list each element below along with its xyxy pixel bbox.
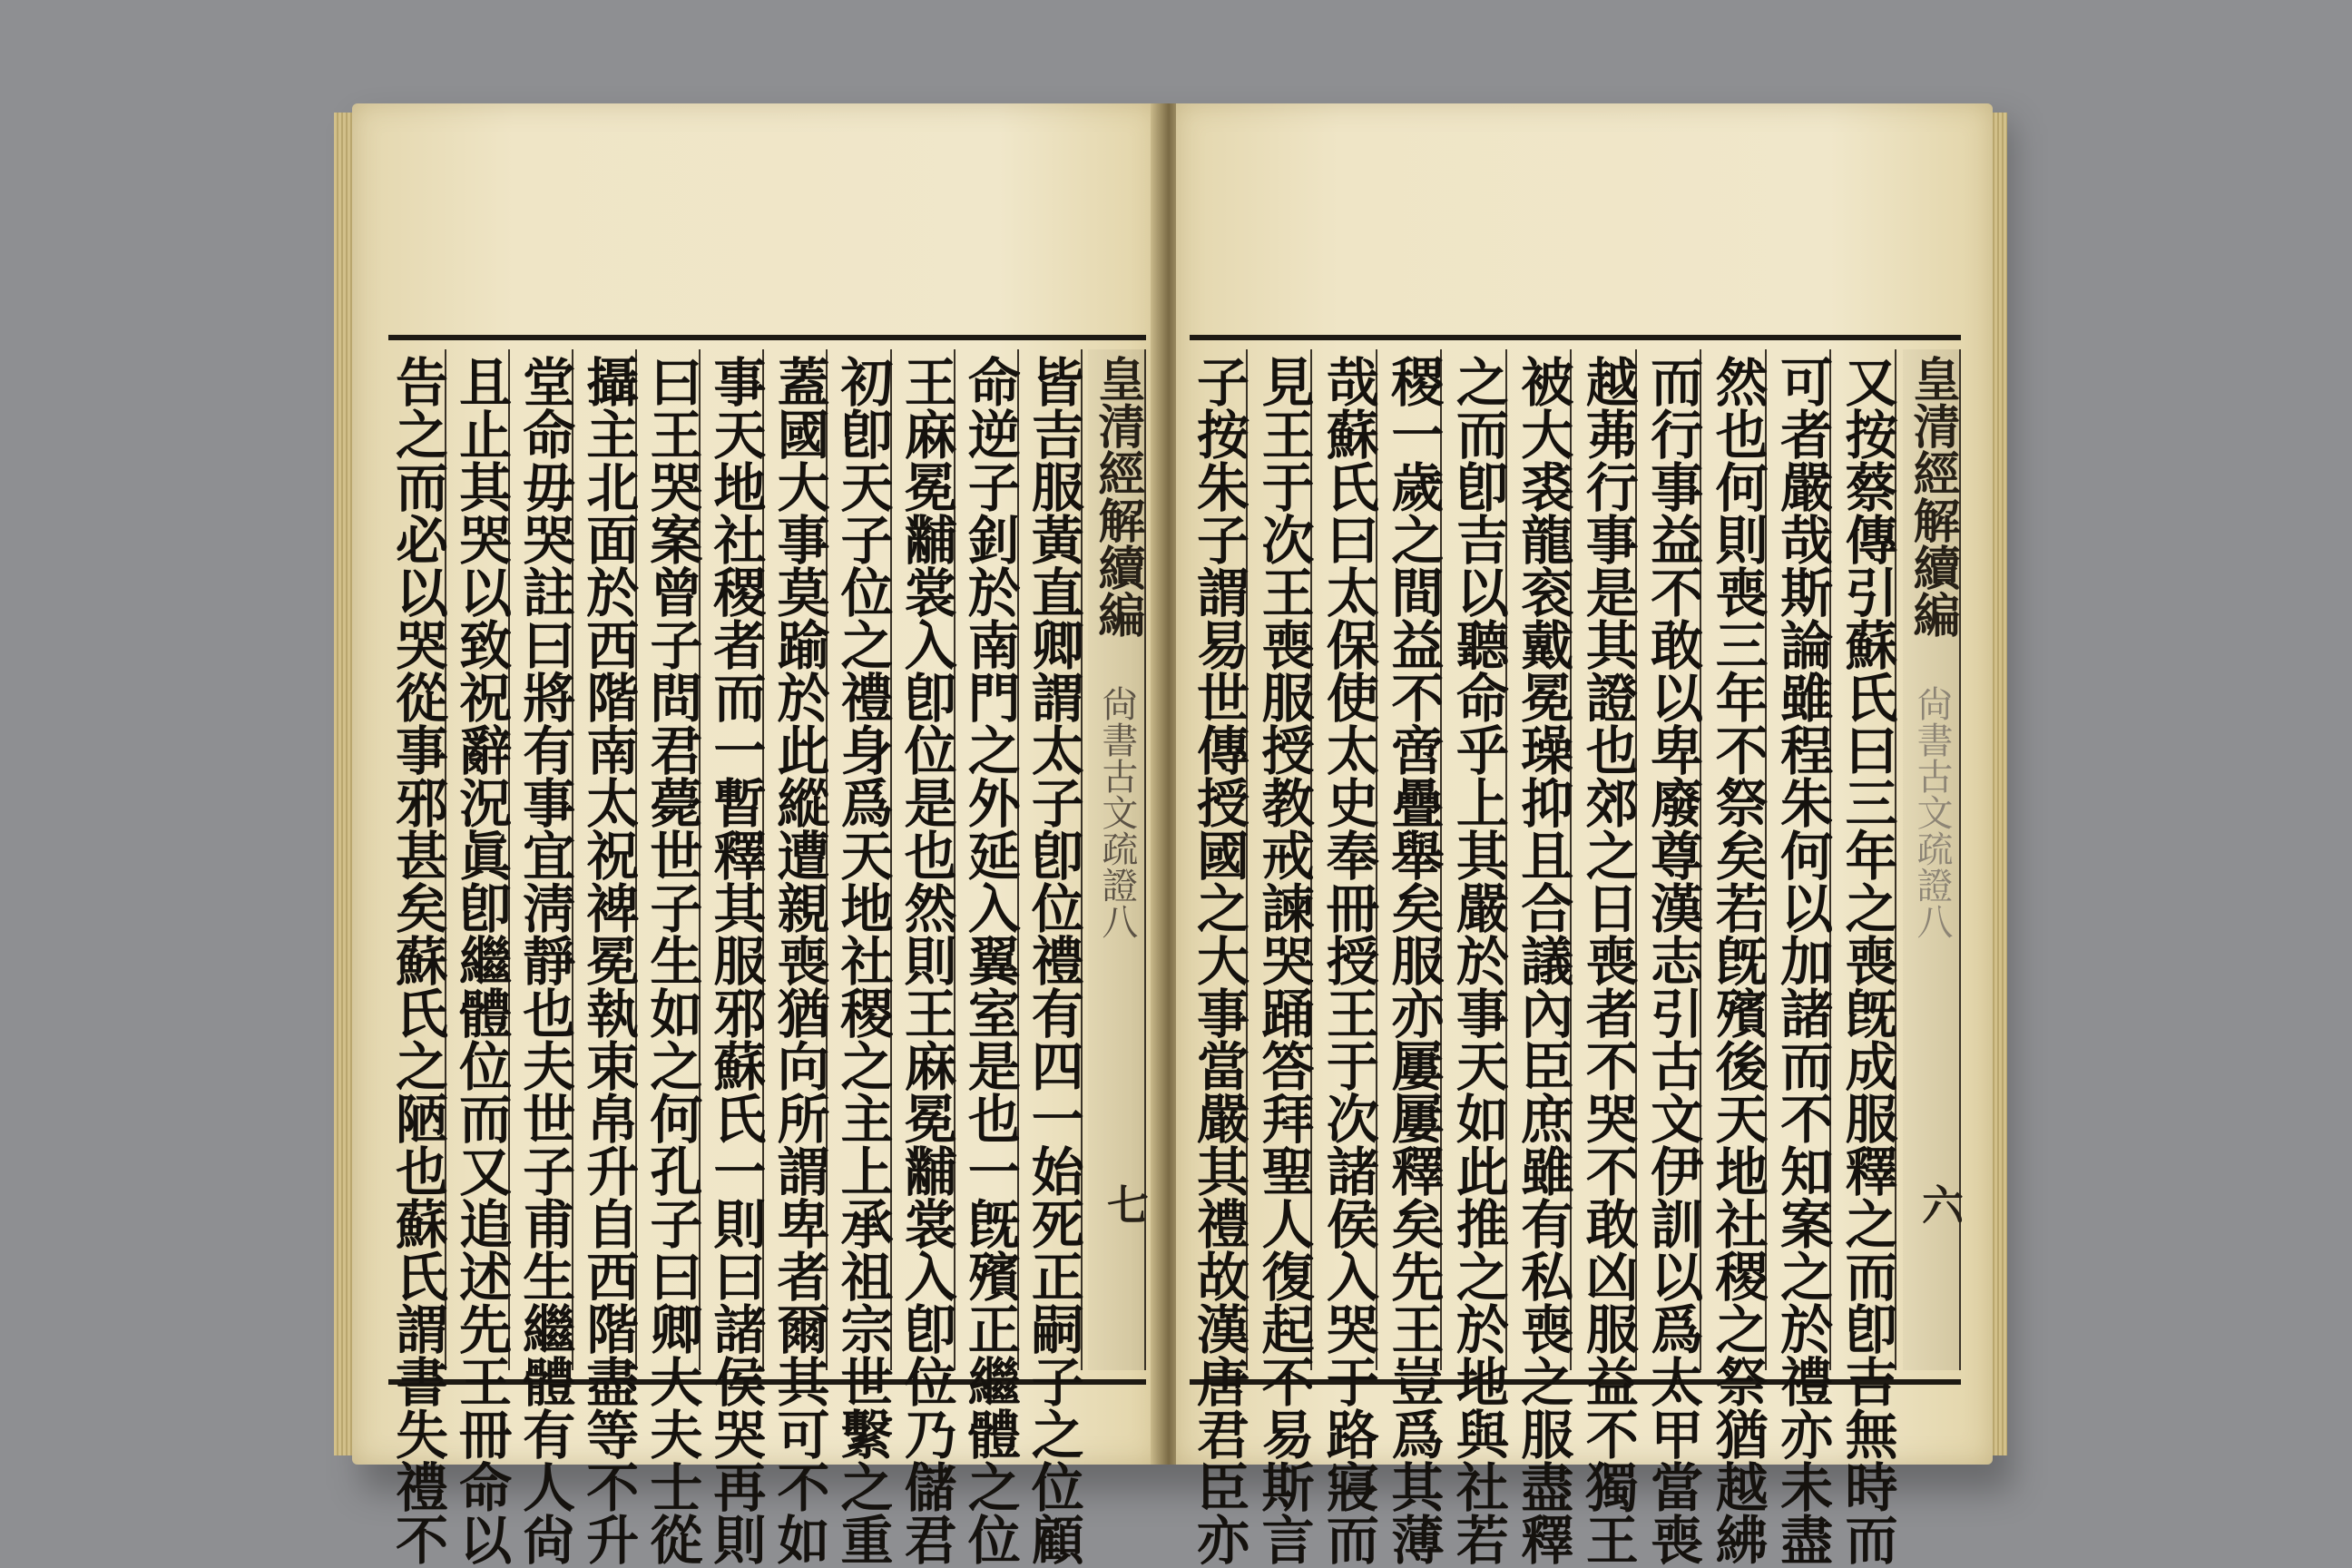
right-banner-column xyxy=(1903,349,1965,1370)
left-banner-title: 皇清經解續編 xyxy=(1089,355,1145,638)
column-text: 之而卽吉以聽命乎上其嚴於事天如此推之於地與社若 xyxy=(1446,355,1509,1565)
text-column xyxy=(1836,349,1898,1565)
text-column xyxy=(641,349,703,1565)
text-column xyxy=(1022,349,1084,1565)
text-column xyxy=(577,349,640,1565)
column-text: 堂命毋哭註曰將有事宜淸靜也夫世子甫生繼體有人尙 xyxy=(514,355,576,1565)
text-column xyxy=(1382,349,1445,1565)
column-text: 可者嚴哉斯論雖程朱何以加諸而不知案之於禮亦未盡 xyxy=(1771,355,1834,1565)
column-text: 曰王哭案曾子問君薨世子生如之何孔子曰卿大夫士從 xyxy=(641,355,703,1565)
column-text: 攝主北面於西階南太祝裨冕執束帛升自西階盡等不升 xyxy=(577,355,640,1565)
text-column xyxy=(1576,349,1639,1565)
text-column xyxy=(895,349,957,1565)
right-page-frame xyxy=(1188,335,1965,1565)
text-column xyxy=(1446,349,1509,1565)
right-banner-title: 皇清經解續編 xyxy=(1904,355,1960,638)
column-text: 初卽天子位之禮身爲天地社稷之主上承祖宗世繫之重 xyxy=(831,355,894,1565)
text-column xyxy=(387,349,448,1565)
text-column xyxy=(1512,349,1574,1565)
right-page xyxy=(1176,103,1993,1565)
column-text: 而行事益不敢以卑廢尊漢志引古文伊訓以爲太甲當喪 xyxy=(1642,355,1704,1565)
open-book xyxy=(343,94,2004,1565)
column-text: 子按朱子謂易世傳授國之大事當嚴其禮故漢唐君臣亦 xyxy=(1188,355,1250,1565)
right-text-columns xyxy=(1188,349,1965,1565)
column-text: 命逆子釗於南門之外延入翼室是也一旣殯正繼體之位 xyxy=(958,355,1021,1565)
text-column xyxy=(1188,349,1250,1565)
left-page xyxy=(352,103,1160,1565)
text-column xyxy=(1771,349,1834,1565)
left-banner-subtitle: 尙書古文疏證八 xyxy=(1095,685,1138,939)
column-text: 越茀行事是其證也郊之日喪者不哭不敢凶服益不獨王 xyxy=(1576,355,1639,1565)
column-text: 告之而必以哭從事邪甚矣蘇氏之陋也蘇氏謂書失禮不 xyxy=(387,355,448,1565)
text-column xyxy=(1252,349,1315,1565)
left-page-frame xyxy=(387,335,1150,1565)
text-column xyxy=(768,349,830,1565)
column-text: 又按蔡傳引蘇氏曰三年之喪旣成服釋之而卽吉無時而 xyxy=(1836,355,1898,1565)
column-text: 稷一歲之間益不啻疊舉矣服亦屢屢釋矣先王豈爲其薄 xyxy=(1382,355,1445,1565)
column-text: 蓋國大事莫踰於此縱遭親喪猶向所謂卑者爾其可不如 xyxy=(768,355,830,1565)
left-text-columns xyxy=(387,349,1150,1565)
text-column xyxy=(704,349,767,1565)
column-text: 哉蘇氏曰太保使太史奉冊授王于次諸侯入哭于路寢而 xyxy=(1317,355,1379,1565)
left-folio-number: 七 xyxy=(1100,1183,1150,1225)
column-text: 事天地社稷者而一暫釋其服邪蘇氏一則曰諸侯哭再則 xyxy=(704,355,767,1565)
right-banner-subtitle: 尙書古文疏證八 xyxy=(1910,685,1953,939)
text-column xyxy=(1706,349,1769,1565)
text-column xyxy=(450,349,513,1565)
left-banner-column xyxy=(1088,349,1150,1370)
text-column xyxy=(514,349,576,1565)
text-column xyxy=(1317,349,1379,1565)
column-text: 被大裘龍衮戴冕璪抑且合議內臣庶雖有私喪之服盡釋 xyxy=(1512,355,1574,1565)
column-text: 見王于次王喪服授教戒諫哭踊答拜聖人復起不易斯言 xyxy=(1252,355,1315,1565)
column-text: 王麻冕黼裳入卽位是也然則王麻冕黼裳入卽位乃儲君 xyxy=(895,355,957,1565)
text-column xyxy=(831,349,894,1565)
column-text: 皆吉服黃直卿謂太子卽位禮有四一始死正嗣子之位顧 xyxy=(1022,355,1084,1565)
right-folio-number: 六 xyxy=(1915,1183,1965,1225)
text-column xyxy=(1642,349,1704,1565)
column-text: 然也何則喪三年不祭矣若旣殯後天地社稷之祭猶越紼 xyxy=(1706,355,1769,1565)
text-column xyxy=(958,349,1021,1565)
column-text: 且止其哭以致祝辭況眞卽繼體位而又追述先王冊命以 xyxy=(450,355,513,1565)
